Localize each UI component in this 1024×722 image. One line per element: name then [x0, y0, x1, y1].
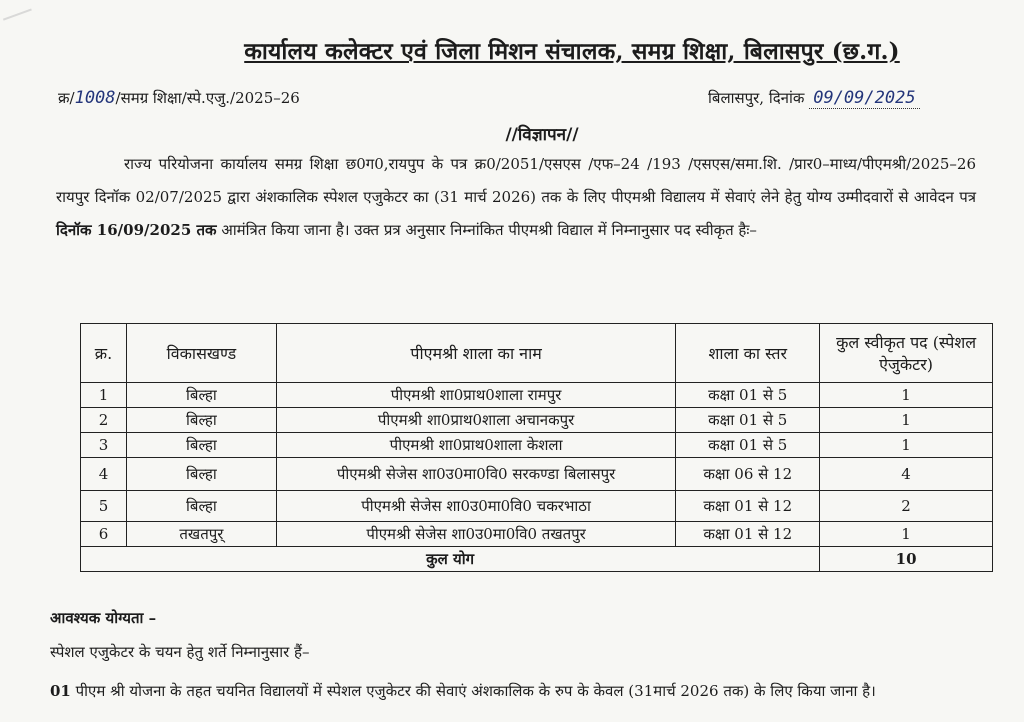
cell-sno: 5 [81, 491, 127, 522]
conditions-heading: स्पेशल एजुकेटर के चयन हेतु शर्ते निम्नानुसार हैं– [50, 643, 310, 661]
cell-posts: 1 [820, 522, 993, 547]
table-row [81, 433, 993, 458]
condition-1-number: 01 [50, 682, 71, 700]
cell-school: पीएमश्री सेजेस शा0उ0मा0वि0 तखतपुर [276, 522, 676, 547]
condition-1-text: पीएम श्री योजना के तहत चयनित विद्यालयों में स्पेशल एजुकेटर की सेवाएं अंशकालिक के रुप के केवल (31मार्च 2026 तक) के लिए किया जाना है। [75, 682, 876, 700]
cell-school: पीएमश्री शा0प्राथ0शाला अचानकपुर [276, 408, 676, 433]
cell-level: कक्षा 01 से 12 [676, 522, 820, 547]
handwritten-date: 09/09/2025 [809, 88, 919, 109]
place-date [708, 88, 920, 109]
notice-title: //विज्ञापन// [505, 125, 579, 145]
table-header-row [81, 324, 993, 383]
header-block: विकासखण्ड [126, 324, 276, 383]
scan-mark [0, 0, 32, 21]
ref-prefix: क्र/ [58, 89, 75, 107]
cell-block: बिल्हा [126, 408, 276, 433]
cell-block: बिल्हा [126, 458, 276, 491]
posts-table [80, 323, 993, 572]
cell-level: कक्षा 01 से 12 [676, 491, 820, 522]
cell-posts: 1 [820, 408, 993, 433]
cell-sno: 4 [81, 458, 127, 491]
cell-school: पीएमश्री शा0प्राथ0शाला रामपुर [276, 383, 676, 408]
header-posts: कुल स्वीकृत पद (स्पेशल ऐजुकेटर) [820, 324, 993, 383]
cell-block: बिल्हा [126, 383, 276, 408]
cell-block: तखतपुर् [126, 522, 276, 547]
table-row [81, 522, 993, 547]
cell-posts: 2 [820, 491, 993, 522]
ref-handwritten-number: 1008 [74, 88, 116, 108]
header-sno: क्र. [81, 324, 127, 383]
office-heading: कार्यालय कलेक्टर एवं जिला मिशन संचालक, समग्र शिक्षा, बिलासपुर (छ.ग.) [244, 38, 900, 65]
cell-school: पीएमश्री शा0प्राथ0शाला केशला [276, 433, 676, 458]
notice-paragraph [56, 148, 976, 247]
cell-block: बिल्हा [126, 433, 276, 458]
cell-sno: 6 [81, 522, 127, 547]
header-level: शाला का स्तर [676, 324, 820, 383]
cell-sno: 2 [81, 408, 127, 433]
condition-1 [50, 676, 980, 706]
header-school: पीएमश्री शाला का नाम [276, 324, 676, 383]
place-label: बिलासपुर, दिनांक [708, 89, 805, 107]
ref-suffix: /समग्र शिक्षा/स्पे.एजु./2025–26 [115, 89, 300, 107]
cell-school: पीएमश्री सेजेस शा0उ0मा0वि0 चकरभाठा [276, 491, 676, 522]
cell-sno: 1 [81, 383, 127, 408]
total-value: 10 [820, 547, 993, 572]
reference-number [58, 88, 300, 108]
cell-posts: 4 [820, 458, 993, 491]
cell-block: बिल्हा [126, 491, 276, 522]
table-total-row [81, 547, 993, 572]
paragraph-deadline: दिनॉक 16/09/2025 तक [56, 221, 217, 239]
cell-level: कक्षा 01 से 5 [676, 383, 820, 408]
paragraph-part1: राज्य परियोजना कार्यालय समग्र शिक्षा छ0ग0,रायपुप के पत्र क्र0/2051/एसएस /एफ–24 /193 /एसएस/समा.शि. /प्रार0–माध्य/पीएमश्री/2025–26 रायपुर दिनॉक 02/07/2025 द्वारा अंशकालिक स्पेशल एजुकेटर का (31 मार्च 2026) तक के लिए पीएमश्री विद्यालय में सेवाएं लेने हेतु योग्य उम्मीदवारों से आवेदन पत्र [56, 155, 976, 206]
paragraph-part2: आमंत्रित किया जाना है। उक्त प्रत्र अनुसार निम्नांकित पीएमश्री विद्याल में निम्नानुसार पद स्वीकृत हैः– [221, 221, 757, 239]
qualifications-heading: आवश्यक योग्यता – [50, 609, 157, 627]
cell-level: कक्षा 06 से 12 [676, 458, 820, 491]
total-label: कुल योग [81, 547, 820, 572]
cell-level: कक्षा 01 से 5 [676, 433, 820, 458]
cell-school: पीएमश्री सेजेस शा0उ0मा0वि0 सरकण्डा बिलासपुर [276, 458, 676, 491]
table-row [81, 383, 993, 408]
cell-posts: 1 [820, 433, 993, 458]
table-row [81, 491, 993, 522]
cell-posts: 1 [820, 383, 993, 408]
table-row [81, 458, 993, 491]
cell-sno: 3 [81, 433, 127, 458]
cell-level: कक्षा 01 से 5 [676, 408, 820, 433]
table-row [81, 408, 993, 433]
